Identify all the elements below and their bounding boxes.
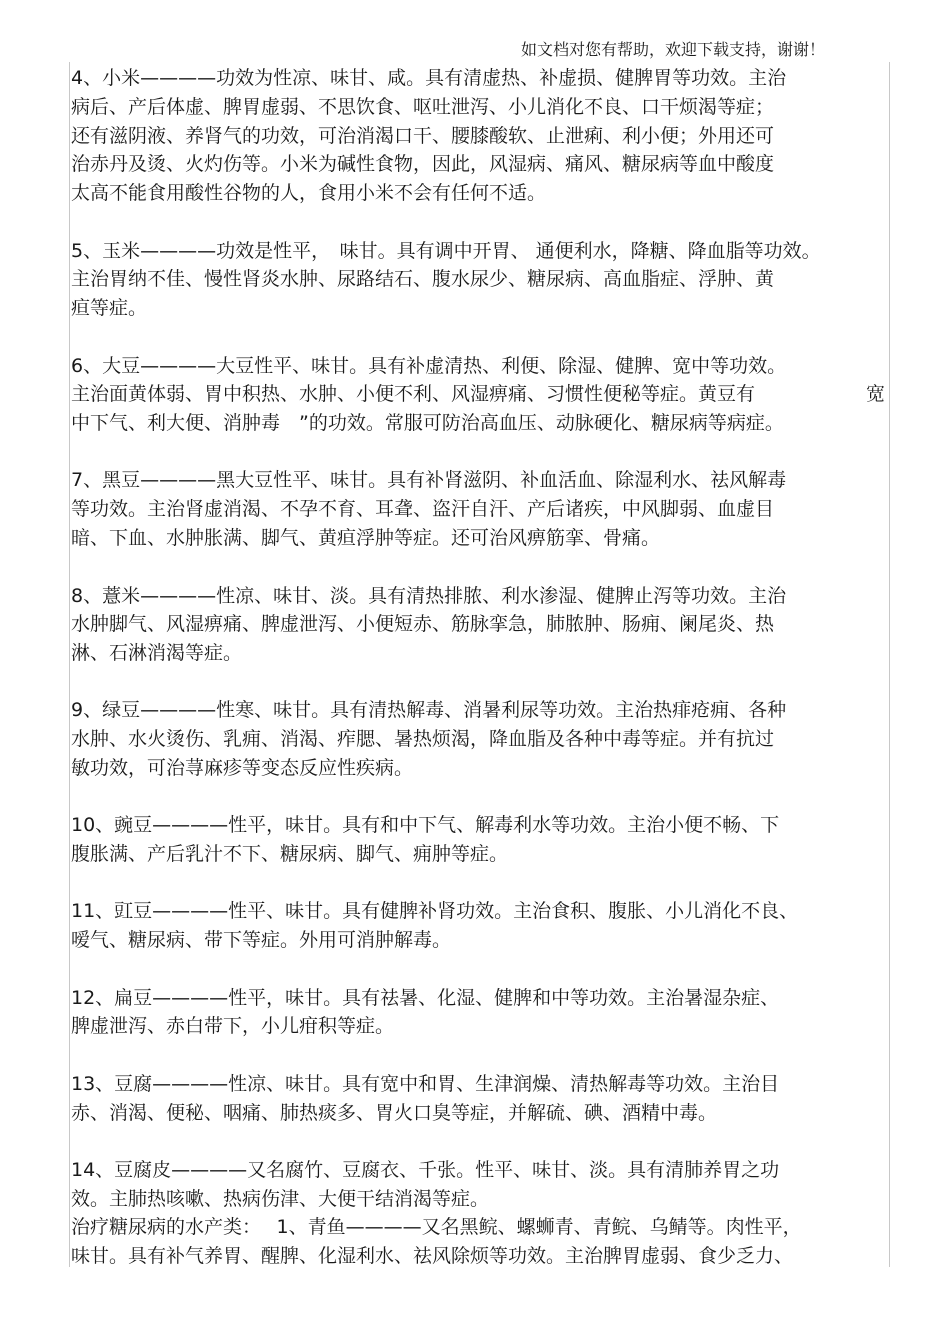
text-line: 味甘。具有补气养胃、醒脾、化湿利水、祛风除烦等功效。主治脾胃虚弱、食少乏力、	[71, 1245, 794, 1267]
text-line: 主治胃纳不佳、慢性肾炎水肿、尿路结石、腹水尿少、糖尿病、高血脂症、浮肿、黄	[71, 268, 775, 290]
text-line: 太高不能食用酸性谷物的人，食用小米不会有任何不适。	[71, 182, 547, 204]
text-line: 10、豌豆————性平，味甘。具有和中下气、解毒利水等功效。主治小便不畅、下	[71, 814, 780, 836]
text-line: 治疗糖尿病的水产类： 1、青鱼————又名黑鲩、螺蛳青、青鲩、乌鲭等。肉性平，	[71, 1216, 802, 1238]
text-line: 水肿脚气、风湿痹痛、脾虚泄泻、小便短赤、筋脉挛急，肺脓肿、肠痈、阑尾炎、热	[71, 613, 775, 635]
text-line: 4、小米————功效为性凉、味甘、咸。具有清虚热、补虚损、健脾胃等功效。主治	[71, 67, 787, 89]
text-line: 7、黑豆————黑大豆性平、味甘。具有补肾滋阴、补血活血、除湿利水、祛风解毒	[71, 469, 787, 491]
text-line: 淋、石淋消渴等症。	[71, 642, 243, 664]
text-line: 9、绿豆————性寒、味甘。具有清热解毒、消暑利尿等功效。主治热痱疮痈、各种	[71, 699, 787, 721]
text-line: 中下气、利大便、消肿毒 ”的功效。常服可防治高血压、动脉硬化、糖尿病等病症。	[71, 412, 784, 434]
stray-character: 宽	[866, 383, 886, 405]
text-line: 病后、产后体虚、脾胃虚弱、不思饮食、呕吐泄泻、小儿消化不良、口干烦渴等症；	[71, 96, 775, 118]
header-note: 如文档对您有帮助，欢迎下载支持，谢谢！	[521, 40, 826, 59]
text-line: 效。主肺热咳嗽、热病伤津、大便干结消渴等症。	[71, 1188, 490, 1210]
text-line: 脾虚泄泻、赤白带下，小儿疳积等症。	[71, 1015, 395, 1037]
text-line: 12、扁豆————性平，味甘。具有祛暑、化湿、健脾和中等功效。主治暑湿杂症、	[71, 987, 780, 1009]
text-line: 嗳气、糖尿病、带下等症。外用可消肿解毒。	[71, 929, 452, 951]
text-line: 13、豆腐————性凉、味甘。具有宽中和胃、生津润燥、清热解毒等功效。主治目	[71, 1073, 780, 1095]
text-line: 6、大豆————大豆性平、味甘。具有补虚清热、利便、除湿、健脾、宽中等功效。	[71, 355, 787, 377]
left-margin-rule	[69, 62, 70, 1267]
text-line: 疸等症。	[71, 297, 148, 319]
text-line: 敏功效，可治荨麻疹等变态反应性疾病。	[71, 757, 414, 779]
text-line: 还有滋阴液、养肾气的功效，可治消渴口干、腰膝酸软、止泄痢、利小便；外用还可	[71, 125, 775, 147]
text-line: 治赤丹及烫、火灼伤等。小米为碱性食物，因此，风湿病、痛风、糖尿病等血中酸度	[71, 153, 775, 175]
text-line: 14、豆腐皮————又名腐竹、豆腐衣、千张。性平、味甘、淡。具有清肺养胃之功	[71, 1159, 780, 1181]
text-line: 赤、消渴、便秘、咽痛、肺热痰多、胃火口臭等症，并解硫、碘、酒精中毒。	[71, 1102, 718, 1124]
text-line: 腹胀满、产后乳汁不下、糖尿病、脚气、痈肿等症。	[71, 843, 509, 865]
text-line: 水肿、水火烫伤、乳痈、消渴、痄腮、暑热烦渴，降血脂及各种中毒等症。并有抗过	[71, 728, 775, 750]
right-margin-rule	[889, 62, 890, 1267]
text-line: 11、豇豆————性平、味甘。具有健脾补肾功效。主治食积、腹胀、小儿消化不良、	[71, 900, 799, 922]
text-line: 5、玉米————功效是性平， 味甘。具有调中开胃、 通便利水，降糖、降血脂等功效。	[71, 240, 821, 262]
text-line: 等功效。主治肾虚消渴、不孕不育、耳聋、盗汗自汗、产后诸疾，中风脚弱、血虚目	[71, 498, 775, 520]
text-line: 暗、下血、水肿胀满、脚气、黄疸浮肿等症。还可治风痹筋挛、骨痛。	[71, 527, 661, 549]
text-line: 主治面黄体弱、胃中积热、水肿、小便不利、风湿痹痛、习惯性便秘等症。黄豆有	[71, 383, 756, 405]
text-line: 8、薏米————性凉、味甘、淡。具有清热排脓、利水渗湿、健脾止泻等功效。主治	[71, 585, 787, 607]
